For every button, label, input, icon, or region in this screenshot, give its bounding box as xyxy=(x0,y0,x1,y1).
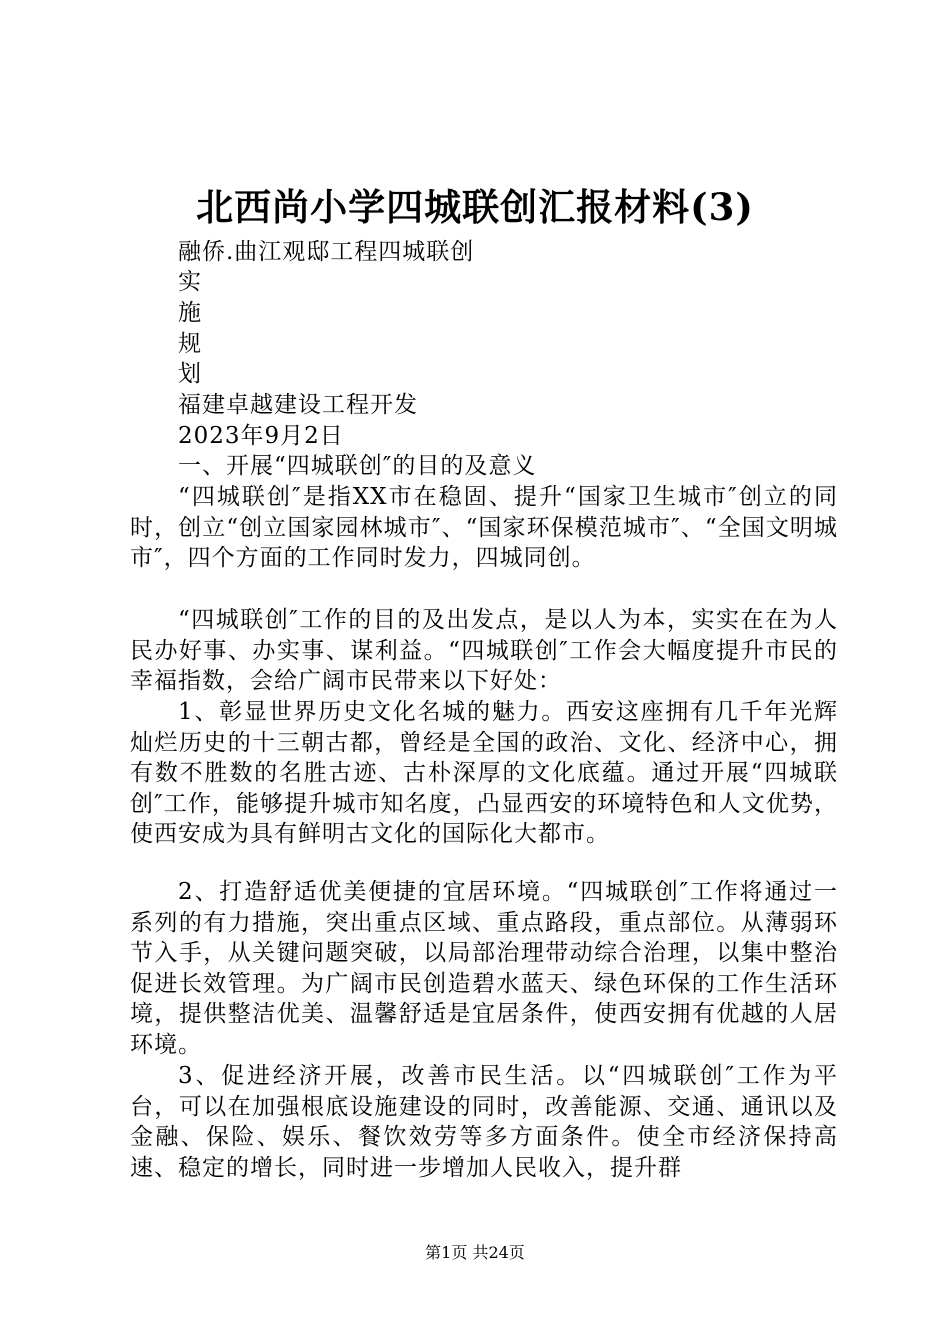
paragraph-definition: “四城联创″是指XX市在稳固、提升“国家卫生城市″创立的同时，创立“创立国家园林城市″、“国家环保模范城市″、“全国文明城市″，四个方面的工作同时发力，四城同创。 xyxy=(130,484,838,572)
project-name-line: 融侨.曲江观邸工程四城联创 xyxy=(178,239,475,265)
vertical-title-char-4: 划 xyxy=(178,361,202,387)
paragraph-benefit-3: 3、促进经济开展，改善市民生活。以“四城联创″工作为平台，可以在加强根底设施建设的同时，改善能源、交通、通讯以及金融、保险、娱乐、餐饮效劳等多方面条件。使全市经济保持高速、稳定的增长，同时进一步增加人民收入，提升群 xyxy=(130,1063,838,1181)
paragraph-benefit-1: 1、彰显世界历史文化名城的魅力。西安这座拥有几千年光辉灿烂历史的十三朝古都，曾经是全国的政治、文化、经济中心，拥有数不胜数的名胜古迹、古朴深厚的文化底蕴。通过开展“四城联创″工作，能够提升城市知名度，凸显西安的环境特色和人文优势，使西安成为具有鲜明古文化的国际化大都市。 xyxy=(130,699,838,848)
date-line: 2023年9月2日 xyxy=(178,423,344,449)
page-footer: 第1页 共24页 xyxy=(425,1243,525,1262)
vertical-title-char-2: 施 xyxy=(178,300,202,326)
section-heading: 一、开展“四城联创″的目的及意义 xyxy=(178,453,537,479)
company-name-line: 福建卓越建设工程开发 xyxy=(178,392,418,418)
vertical-title-char-1: 实 xyxy=(178,269,202,295)
document-title: 北西尚小学四城联创汇报材料(3) xyxy=(196,185,754,229)
paragraph-purpose: “四城联创″工作的目的及出发点，是以人为本，实实在在为人民办好事、办实事、谋利益。“四城联创″工作会大幅度提升市民的幸福指数，会给广阔市民带来以下好处： xyxy=(130,607,838,695)
paragraph-benefit-2: 2、打造舒适优美便捷的宜居环境。“四城联创″工作将通过一系列的有力措施，突出重点区域、重点路段，重点部位。从薄弱环节入手，从关键问题突破，以局部治理带动综合治理，以集中整治促进长效管理。为广阔市民创造碧水蓝天、绿色环保的工作生活环境，提供整洁优美、温馨舒适是宜居条件，使西安拥有优越的人居环境。 xyxy=(130,879,838,1058)
vertical-title-char-3: 规 xyxy=(178,331,202,357)
